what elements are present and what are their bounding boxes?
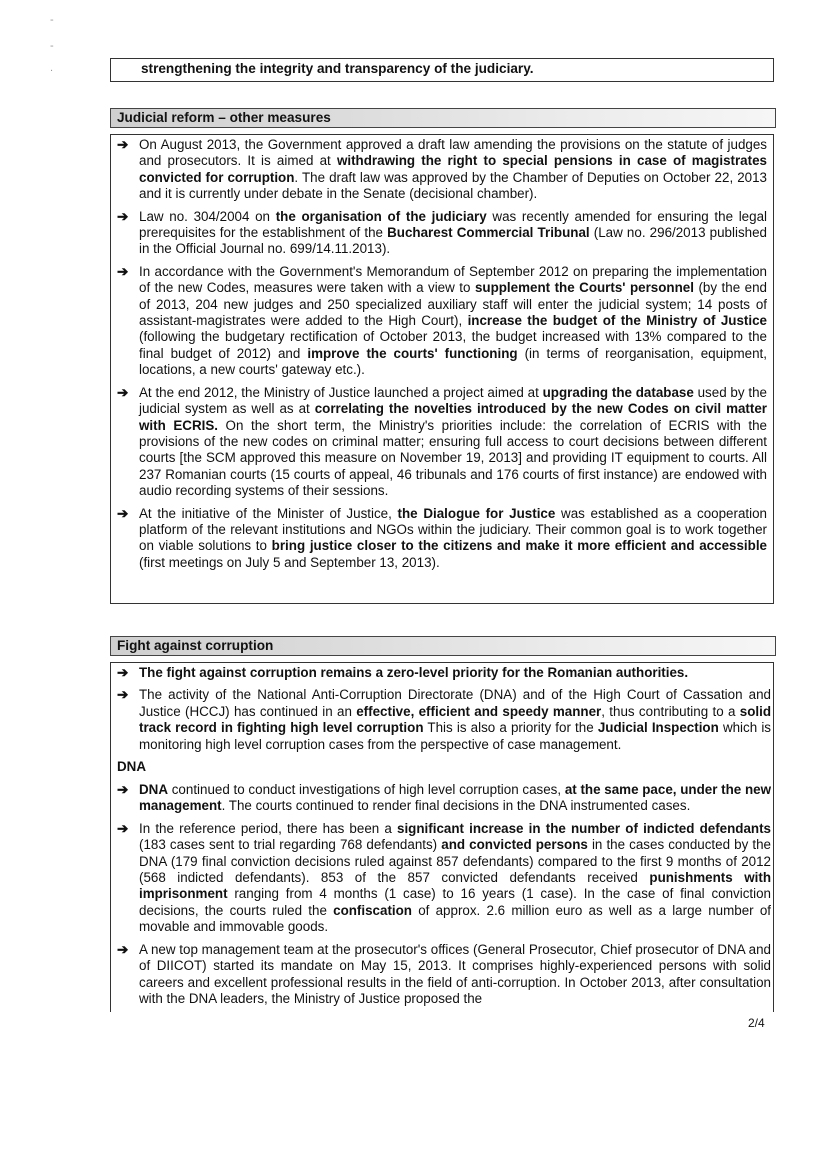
arrow-right-icon: ➔: [117, 263, 129, 279]
list-item: ➔ In the reference period, there has been a significant increase in the number of indicted defendants (183 cases sent to trial regarding 768 defendants) and convicted persons in the cases conducted by the DNA (179 final conviction decisions ruled against 857 defendants) compared to the first 9 months of 2012 (568 indicted defendants). 853 of the 857 convicted defendants received punishments with imprisonment ranging from 4 months (1 case) to 16 years (1 case). In the case of final conviction decisions, the courts ruled the confiscation of approx. 2.6 million euro as well as a large number of movable and immovable goods.: [117, 820, 772, 935]
list-item: ➔ A new top management team at the prosecutor's offices (General Prosecutor, Chief prosecutor of DNA and of DIICOT) started its mandate on May 15, 2013. It comprises highly-experienced persons with solid careers and excellent professional results in the field of anti-corruption. In October 2013, after consultation with the DNA leaders, the Ministry of Justice proposed the: [117, 941, 771, 1006]
scan-mark: .: [50, 62, 54, 74]
arrow-right-icon: ➔: [117, 208, 129, 224]
list-item: ➔ Law no. 304/2004 on the organisation of the judiciary was recently amended for ensuring the legal prerequisites for the establishment of the Bucharest Commercial Tribunal (Law no. 296/2013 published in the Official Journal no. 699/14.11.2013).: [117, 208, 768, 257]
list-item: ➔ At the initiative of the Minister of Justice, the Dialogue for Justice was established as a cooperation platform of the relevant institutions and NGOs within the judiciary. Their common goal is to work together on viable solutions to bring justice closer to the citizens and make it more efficient and accessible (first meetings on July 5 and September 13, 2013).: [117, 505, 767, 570]
list-item: ➔ On August 2013, the Government approved a draft law amending the provisions on the statute of judges and prosecutors. It is aimed at withdrawing the right to special pensions in case of magistrates convicted for corruption. The draft law was approved by the Chamber of Deputies on October 22, 2013 and it is currently under debate in the Senate (decisional chamber).: [117, 137, 768, 202]
list-item: ➔ The activity of the National Anti-Corruption Directorate (DNA) and of the High Court of Cassation and Justice (HCCJ) has continued in an effective, efficient and speedy manner, thus contributing to a solid track record in fighting high level corruption This is also a priority for the Judicial Inspection which is monitoring high level corruption cases from the perspective of case management.: [117, 687, 771, 752]
page-number: 2/4: [748, 1016, 765, 1030]
arrow-right-icon: ➔: [117, 820, 129, 836]
list-item: ➔ In accordance with the Government's Memorandum of September 2012 on preparing the implementation of the new Codes, measures were taken with a view to supplement the Courts' personnel (by the end of 2013, 204 new judges and 250 specialized auxiliary staff will enter the judicial system; 14 posts of assistant-magistrates were added to the High Court), increase the budget of the Ministry of Justice (following the budgetary rectification of October 2013, the budget increased with 13% compared to the final budget of 2012) and improve the courts' functioning (in terms of reorganisation, equipment, locations, a new courts' gateway etc.).: [117, 263, 768, 378]
intro-text: strengthening the integrity and transparency of the judiciary.: [141, 61, 534, 76]
section-heading-judicial-reform: Judicial reform – other measures: [110, 108, 776, 128]
list-item: ➔ The fight against corruption remains a zero-level priority for the Romanian authorities.: [117, 665, 689, 680]
arrow-right-icon: ➔: [117, 384, 129, 400]
intro-box: [110, 58, 774, 82]
arrow-right-icon: ➔: [117, 505, 129, 521]
arrow-right-icon: ➔: [117, 782, 129, 798]
arrow-right-icon: ➔: [117, 137, 129, 152]
arrow-right-icon: ➔: [117, 941, 129, 957]
subheading-dna: DNA: [117, 759, 147, 775]
list-item: ➔ DNA continued to conduct investigations of high level corruption cases, at the same pace, under the new management. The courts continued to render final decisions in the DNA instrumented cases.: [117, 782, 771, 814]
scan-mark: -: [50, 14, 54, 26]
section-heading-fight-corruption: Fight against corruption: [110, 636, 776, 656]
list-item: ➔ At the end 2012, the Ministry of Justice launched a project aimed at upgrading the database used by the judicial system as well as at correlating the novelties introduced by the new Codes on civil matter with ECRIS. On the short term, the Ministry's priorities include: the correlation of ECRIS with the provisions of the new codes on criminal matter; ensuring full access to court decisions between different courts [the SCM approved this measure on November 19, 2013] and providing IT equipment to courts. All 237 Romanian courts (15 courts of appeal, 46 tribunals and 176 courts of first instance) are endowed with audio recording systems of their sessions.: [117, 384, 768, 499]
judicial-reform-box: [110, 134, 774, 604]
scan-mark: -: [50, 40, 54, 52]
arrow-right-icon: ➔: [117, 687, 129, 703]
fight-corruption-box: [110, 662, 774, 1012]
arrow-right-icon: ➔: [117, 665, 129, 680]
